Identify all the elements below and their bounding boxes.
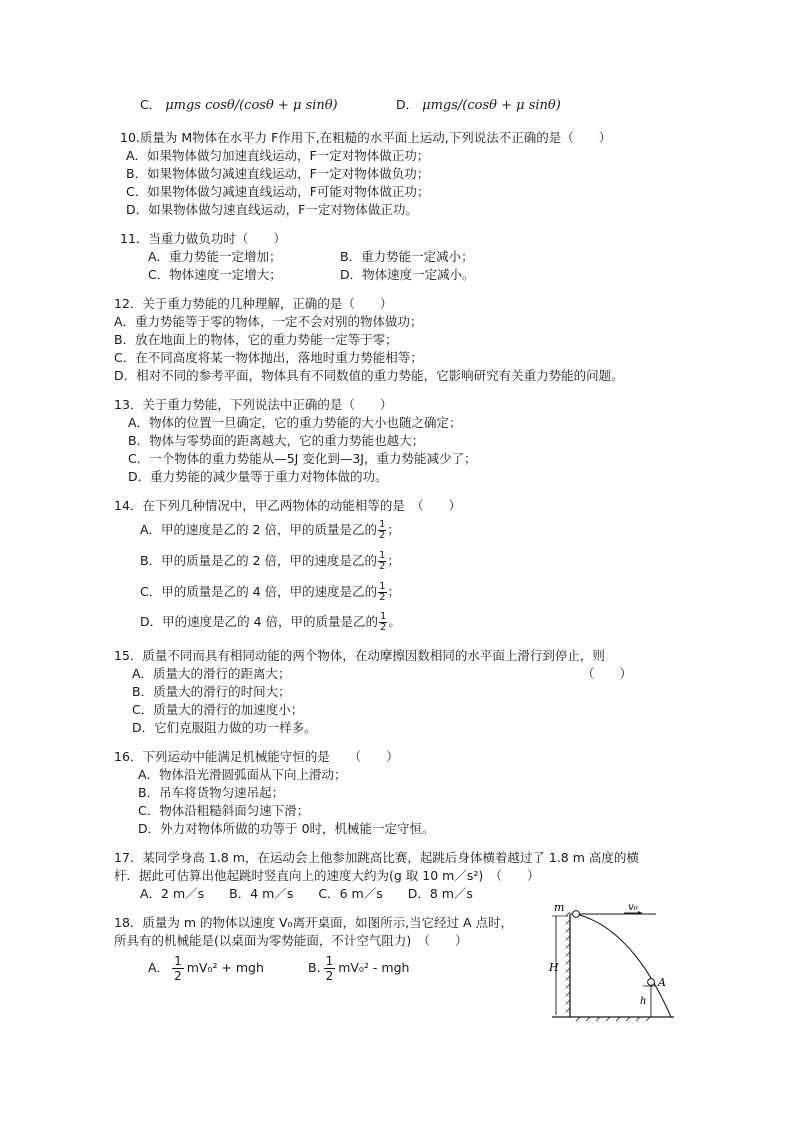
q16-option-b: B．吊车将货物匀速吊起； — [138, 785, 285, 800]
point-a-ball — [648, 979, 655, 986]
q13-option-b: B．物体与零势面的距离越大，它的重力势能也越大； — [128, 433, 425, 448]
option-text: B．甲的质量是乙的 2 倍，甲的速度是乙的 — [140, 553, 377, 568]
denominator: 2 — [379, 592, 386, 603]
fraction-one-half — [378, 551, 386, 572]
numerator: 1 — [325, 954, 334, 968]
denominator: 2 — [378, 530, 386, 541]
q10-option-b: B．如果物体做匀减速直线运动，F一定对物体做负功； — [126, 166, 430, 181]
numerator: 1 — [378, 550, 386, 561]
q15-answer-blank: （ ） — [582, 666, 633, 681]
numerator: 1 — [379, 581, 386, 592]
q12-option-b: B．放在地面上的物体，它的重力势能一定等于零； — [114, 332, 398, 347]
q18-line-2: 所具有的机械能是(以桌面为零势能面，不计空气阻力) （ ） — [114, 933, 468, 948]
fraction-one-half — [378, 582, 386, 603]
option-text: D．甲的速度是乙的 4 倍，甲的质量是乙的 — [140, 614, 379, 629]
q14-option-c — [140, 579, 400, 605]
trajectory-curve — [576, 914, 671, 1017]
q15-option-a: A．质量大的滑行的距离大； — [132, 666, 291, 681]
q11-stem: 11．当重力做负功时（ ） — [120, 231, 286, 246]
q11-option-b: B．重力势能一定减小； — [340, 249, 474, 264]
q11-option-d: D．物体速度一定减小。 — [340, 267, 475, 282]
q17-line-2: 杆．据此可估算出他起跳时竖直向上的速度大约为(g 取 10 m／s²) （ ） — [114, 868, 540, 883]
q15-option-c: C．质量大的滑行的加速度小； — [132, 702, 304, 717]
label-v0: v₀ — [628, 902, 638, 913]
formula: μmgs/(cosθ + μ sinθ) — [422, 98, 561, 113]
q16-option-d: D．外力对物体所做的功等于 0时，机械能一定守恒。 — [138, 821, 435, 836]
q9-option-d — [396, 97, 561, 114]
q10-option-a: A．如果物体做匀加速直线运动，F一定对物体做正功； — [126, 148, 430, 163]
label-m: m — [554, 901, 565, 914]
punctuation: ； — [387, 522, 400, 537]
denominator: 2 — [380, 622, 387, 633]
option-label: C． — [140, 97, 162, 112]
q14-option-d — [140, 609, 401, 635]
fraction-one-half — [378, 520, 386, 541]
formula: mV₀² - mgh — [338, 960, 410, 975]
q15-option-d: D．它们克服阻力做的功一样多。 — [132, 720, 317, 735]
formula: μmgs cosθ/(cosθ + μ sinθ) — [165, 98, 338, 113]
option-label: A． — [148, 960, 170, 975]
denominator: 2 — [325, 969, 334, 983]
punctuation: ； — [387, 553, 400, 568]
label-A: A — [658, 976, 666, 989]
q13-option-a: A．物体的位置一旦确定，它的重力势能的大小也随之确定； — [128, 415, 462, 430]
option-text: C．甲的质量是乙的 4 倍，甲的速度是乙的 — [140, 584, 378, 599]
q13-option-c: C．一个物体的重力势能从—5J 变化到—3J，重力势能减少了； — [128, 451, 477, 466]
option-label: D． — [396, 97, 419, 112]
q10-option-d: D．如果物体做匀速直线运动，F一定对物体做正功。 — [126, 202, 418, 217]
numerator: 1 — [378, 519, 386, 530]
punctuation: 。 — [388, 614, 401, 629]
q11-option-a: A．重力势能一定增加； — [148, 249, 282, 264]
q18-line-1: 18．质量为 m 的物体以速度 V₀离开桌面，如图所示,当它经过 A 点时， — [114, 915, 514, 930]
q14-option-a — [140, 517, 400, 543]
punctuation: ； — [387, 584, 401, 599]
q12-option-a: A．重力势能等于零的物体，一定不会对别的物体做功； — [114, 314, 423, 329]
q13-stem: 13．关于重力势能，下列说法中正确的是（ ） — [114, 397, 393, 412]
projectile-figure — [540, 900, 680, 1025]
q10-stem: 10.质量为 M物体在水平力 F作用下,在粗糙的水平面上运动,下列说法不正确的是（ ） — [120, 130, 612, 145]
numerator: 1 — [174, 954, 182, 968]
fraction-one-half — [379, 612, 387, 633]
q11-option-c: C．物体速度一定增大； — [148, 267, 282, 282]
formula: mV₀² + mgh — [186, 960, 264, 975]
q14-stem: 14．在下列几种情况中，甲乙两物体的动能相等的是 （ ） — [114, 498, 462, 513]
q12-stem: 12．关于重力势能的几种理解，正确的是（ ） — [114, 296, 393, 311]
q17-options: A．2 m／s B．4 m／s C．6 m／s D．8 m／s — [140, 886, 473, 901]
q15-option-b: B．质量大的滑行的时间大； — [132, 684, 291, 699]
q16-stem: 16．下列运动中能满足机械能守恒的是 （ ） — [114, 749, 399, 764]
q12-option-c: C．在不同高度将某一物体抛出，落地时重力势能相等； — [114, 350, 423, 365]
label-H: H — [549, 961, 559, 974]
denominator: 2 — [174, 969, 182, 983]
q16-option-c: C．物体沿粗糙斜面匀速下滑； — [138, 803, 310, 818]
object-ball — [573, 911, 580, 918]
q13-option-d: D．重力势能的减少量等于重力对物体做的功。 — [128, 469, 388, 484]
q17-line-1: 17．某同学身高 1.8 m，在运动会上他参加跳高比赛，起跳后身体横着越过了 1.8 m 高度的横 — [114, 850, 639, 865]
q18-option-a — [148, 952, 264, 984]
q14-option-b — [140, 548, 400, 574]
q12-option-d: D．相对不同的参考平面，物体具有不同数值的重力势能，它影响研究有关重力势能的问题。 — [114, 368, 624, 383]
q9-option-c — [140, 97, 338, 114]
q16-option-a: A．物体沿光滑圆弧面从下向上滑动； — [138, 767, 347, 782]
q10-option-c: C．如果物体做匀减速直线运动，F可能对物体做正功； — [126, 184, 430, 199]
option-label: B. — [308, 960, 321, 975]
option-text: A．甲的速度是乙的 2 倍，甲的质量是乙的 — [140, 522, 377, 537]
numerator: 1 — [380, 611, 387, 622]
label-h: h — [640, 996, 647, 1007]
fraction-one-half — [172, 954, 184, 983]
fraction-one-half — [324, 954, 336, 983]
q18-option-b — [308, 952, 409, 984]
q15-stem: 15．质量不同而具有相同动能的两个物体，在动摩擦因数相同的水平面上滑行到停止，则 — [114, 648, 605, 663]
denominator: 2 — [378, 561, 386, 572]
